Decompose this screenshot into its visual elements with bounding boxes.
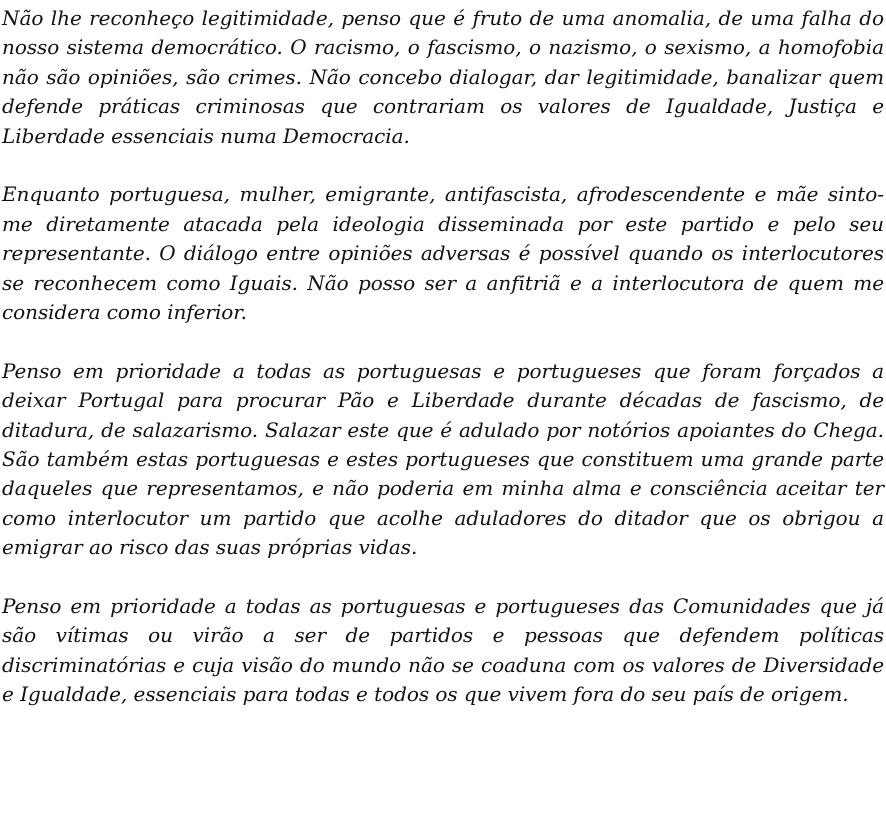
paragraph-3: Penso em prioridade a todas as portuguesas e portugueses que foram forçados a deixar Portugal para procurar Pão e Liberdade durante décadas de fascismo, de ditadura, de salazarismo. Salazar este que é adulado por notórios apoiantes do Chega. São também estas portuguesas e estes portugueses que constituem uma grande parte daqueles que representamos, e não poderia em minha alma e consciência aceitar ter como interlocutor um partido que acolhe aduladores do ditador que os obrigou a emigrar ao risco das suas próprias vidas. bbox=[2, 358, 884, 560]
paragraph-2: Enquanto portuguesa, mulher, emigrante, antifascista, afrodescendente e mãe sinto-me diretamente atacada pela ideologia disseminada por este partido e pelo seu representante. O diálogo entre opiniões adversas é possível quando os interlocutores se reconhecem como Iguais. Não posso ser a anfitriã e a interlocutora de quem me considera como inferior. bbox=[2, 182, 884, 325]
paragraph-1: Não lhe reconheço legitimidade, penso que é fruto de uma anomalia, de uma falha do nosso sistema democrático. O racismo, o fascismo, o nazismo, o sexismo, a homofobia não são opiniões, são crimes. Não concebo dialogar, dar legitimidade, banalizar quem defende práticas criminosas que contrariam os valores de Igualdade, Justiça e Liberdade essenciais numa Democracia. bbox=[2, 6, 884, 148]
paragraph-4: Penso em prioridade a todas as portuguesas e portugueses das Comunidades que já são vítimas ou virão a ser de partidos e pessoas que defendem políticas discriminatórias e cuja visão do mundo não se coaduna com os valores de Diversidade e Igualdade, essenciais para todas e todos os que vivem fora do seu país de origem. bbox=[2, 594, 884, 707]
document-body bbox=[2, 4, 884, 710]
